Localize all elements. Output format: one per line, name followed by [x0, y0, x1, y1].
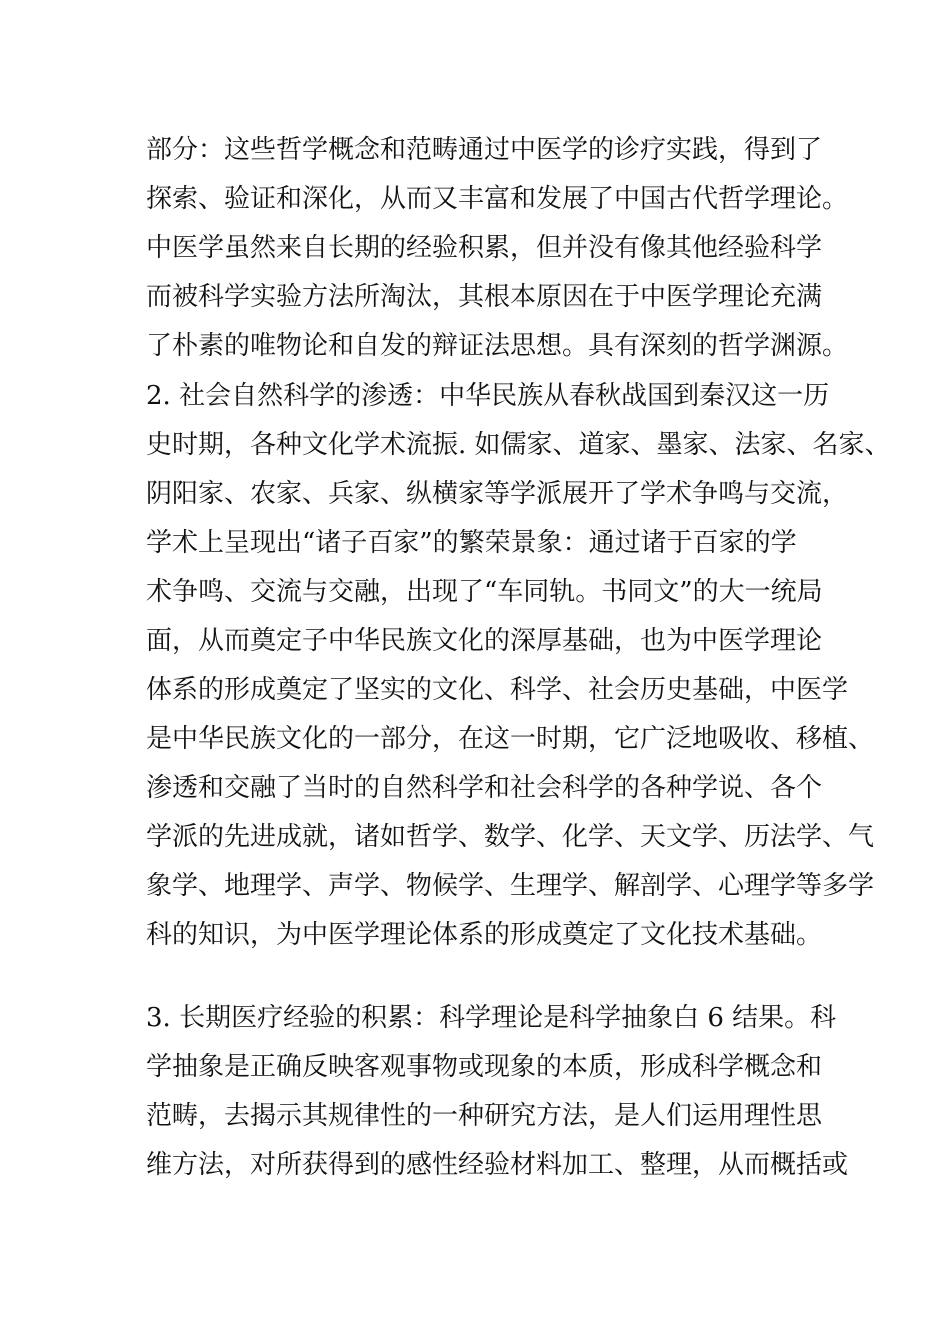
text-line: 3. 长期医疗经验的积累：科学理论是科学抽象白 6 结果。科 — [146, 1003, 837, 1033]
text-line: 体系的形成奠定了坚实的文化、科学、社会历史基础，中医学 — [146, 675, 849, 705]
text-line: 探索、验证和深化，从而又丰富和发展了中国古代哲学理论。 — [146, 184, 849, 214]
text-line: 中医学虽然来自长期的经验积累，但并没有像其他经验科学 — [146, 233, 823, 263]
text-line: 了朴素的唯物论和自发的辩证法思想。具有深刻的哲学渊源。 — [146, 331, 849, 361]
text-line: 象学、地理学、声学、物候学、生理学、解剖学、心理学等多学 — [146, 871, 875, 901]
text-line: 面，从而奠定子中华民族文化的深厚基础，也为中医学理论 — [146, 626, 823, 656]
text-line: 学抽象是正确反映客观事物或现象的本质，形成科学概念和 — [146, 1052, 823, 1082]
text-line: 史时期，各种文化学术流振. 如儒家、道家、墨家、法家、名家、 — [146, 430, 891, 460]
text-line: 是中华民族文化的一部分，在这一时期，它广泛地吸收、移植、 — [146, 724, 875, 754]
text-line: 部分：这些哲学概念和范畴通过中医学的诊疗实践，得到了 — [146, 135, 823, 165]
text-line: 学术上呈现出“诸子百家”的繁荣景象：通过诸于百家的学 — [146, 528, 797, 558]
text-line: 2. 社会自然科学的渗透：中华民族从春秋战国到秦汉这一历 — [146, 381, 830, 411]
text-line: 而被科学实验方法所淘汰，其根本原因在于中医学理论充满 — [146, 282, 823, 312]
text-line: 范畴，去揭示其规律性的一种研究方法，是人们运用理性思 — [146, 1101, 823, 1131]
text-line: 阴阳家、农家、兵家、纵横家等学派展开了学术争鸣与交流， — [146, 479, 849, 509]
text-line: 渗透和交融了当时的自然科学和社会科学的各种学说、各个 — [146, 773, 823, 803]
text-line: 科的知识，为中医学理论体系的形成奠定了文化技术基础。 — [146, 920, 823, 950]
text-line: 学派的先进成就，诸如哲学、数学、化学、天文学、历法学、气 — [146, 822, 875, 852]
text-line: 维方法，对所获得到的感性经验材料加工、整理，从而概括或 — [146, 1150, 849, 1180]
text-line: 术争鸣、交流与交融，出现了“车同轨。书同文”的大一统局 — [146, 577, 823, 607]
